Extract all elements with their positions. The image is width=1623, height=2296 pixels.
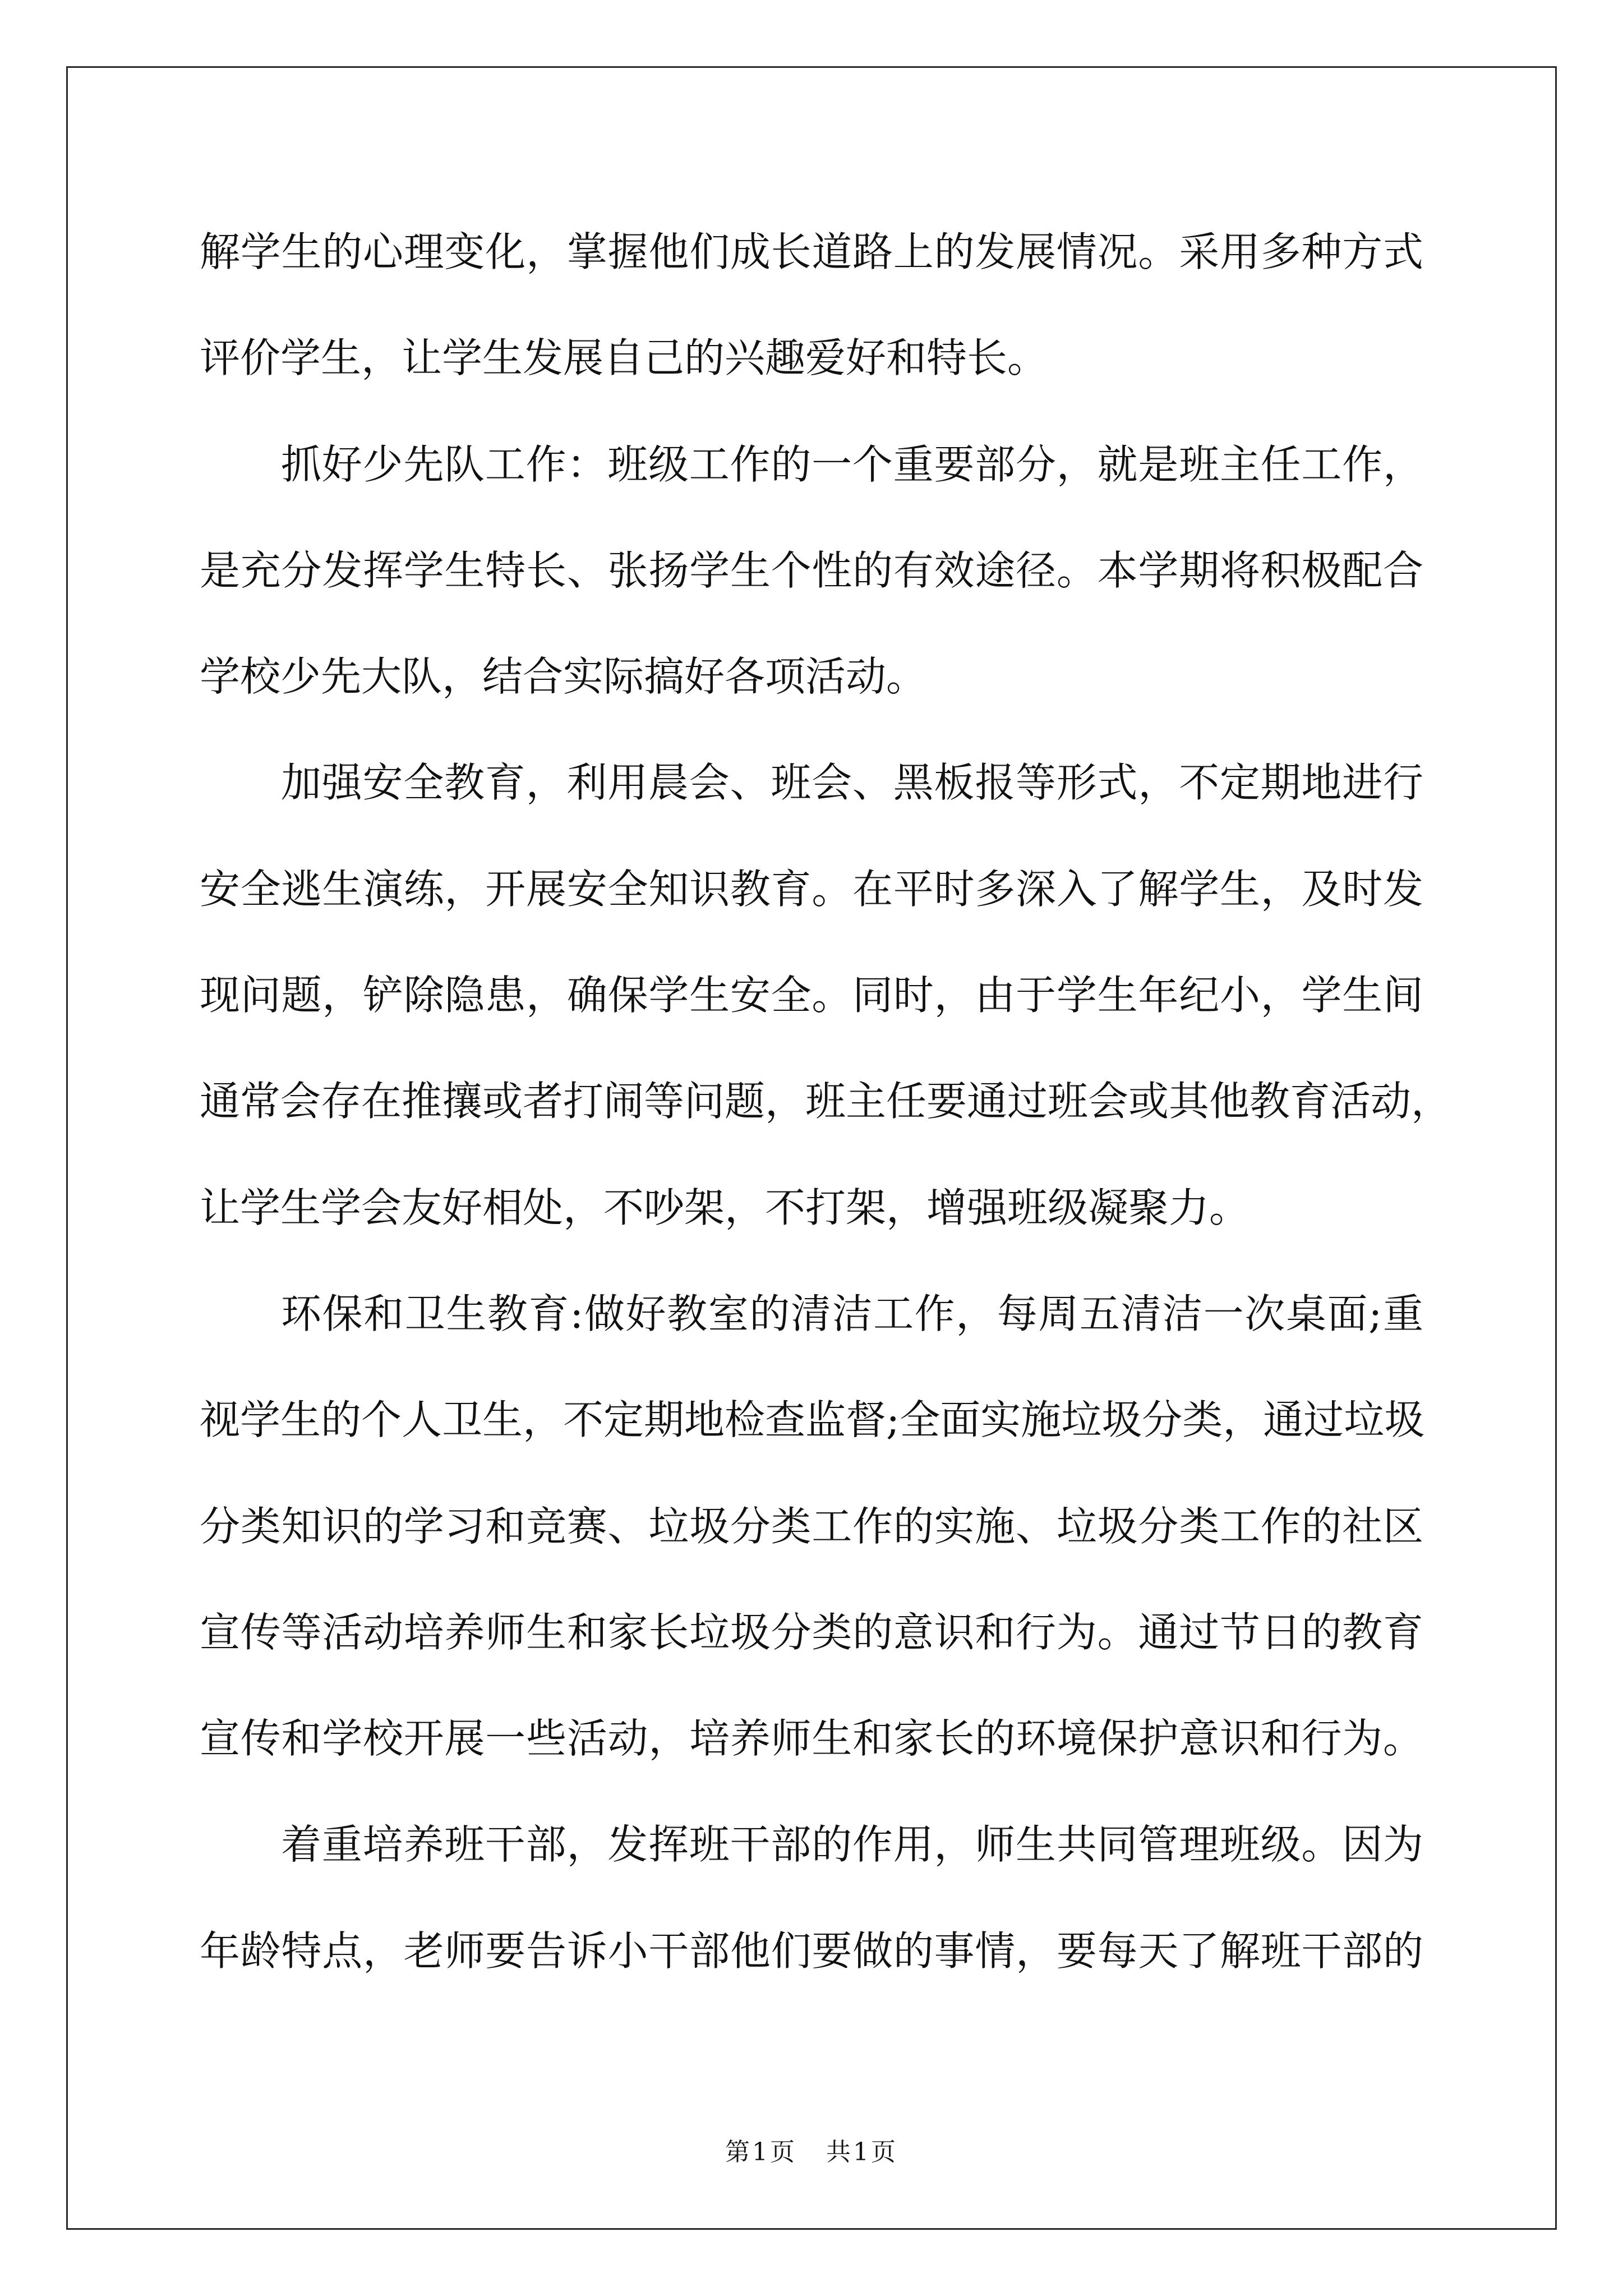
text-line: 是充分发挥学生特长、张扬学生个性的有效途径。本学期将积极配合 <box>200 546 1423 594</box>
page-total: 共1页 <box>826 2138 898 2166</box>
text-line: 加强安全教育，利用晨会、班会、黑板报等形式，不定期地进行 <box>281 759 1423 807</box>
text-line: 分类知识的学习和竞赛、垃圾分类工作的实施、垃圾分类工作的社区 <box>200 1502 1423 1550</box>
text-line: 解学生的心理变化，掌握他们成长道路上的发展情况。采用多种方式 <box>200 228 1423 275</box>
page-footer <box>0 2136 1623 2169</box>
text-line: 安全逃生演练，开展安全知识教育。在平时多深入了解学生，及时发 <box>200 865 1423 913</box>
text-line: 让学生学会友好相处，不吵架，不打架，增强班级凝聚力。 <box>200 1184 1250 1231</box>
text-line: 宣传和学校开展一些活动，培养师生和家长的环境保护意识和行为。 <box>200 1715 1423 1763</box>
text-line: 通常会存在推攘或者打闹等问题，班主任要通过班会或其他教育活动， <box>200 1078 1452 1125</box>
text-line: 现问题，铲除隐患，确保学生安全。同时，由于学生年纪小，学生间 <box>200 972 1423 1019</box>
page-number: 第1页 <box>725 2138 797 2166</box>
text-line: 环保和卫生教育:做好教室的清洁工作，每周五清洁一次桌面;重 <box>281 1290 1423 1337</box>
text-line: 宣传等活动培养师生和家长垃圾分类的意识和行为。通过节日的教育 <box>200 1608 1423 1656</box>
text-line: 年龄特点，老师要告诉小干部他们要做的事情，要每天了解班干部的 <box>200 1927 1423 1975</box>
text-line: 评价学生，让学生发展自己的兴趣爱好和特长。 <box>200 334 1048 382</box>
paragraph <box>200 730 1452 1260</box>
text-line: 抓好少先队工作：班级工作的一个重要部分，就是班主任工作， <box>281 440 1423 488</box>
paragraph <box>200 412 1423 730</box>
paragraph <box>200 199 1423 412</box>
text-line: 视学生的个人卫生，不定期地检查监督;全面实施垃圾分类，通过垃圾 <box>200 1396 1425 1444</box>
paragraph <box>200 1792 1423 2004</box>
text-line: 学校少先大队，结合实际搞好各项活动。 <box>200 653 927 701</box>
paragraph <box>200 1261 1423 1792</box>
text-line: 着重培养班干部，发挥班干部的作用，师生共同管理班级。因为 <box>281 1821 1423 1869</box>
document-body <box>200 199 1452 2004</box>
